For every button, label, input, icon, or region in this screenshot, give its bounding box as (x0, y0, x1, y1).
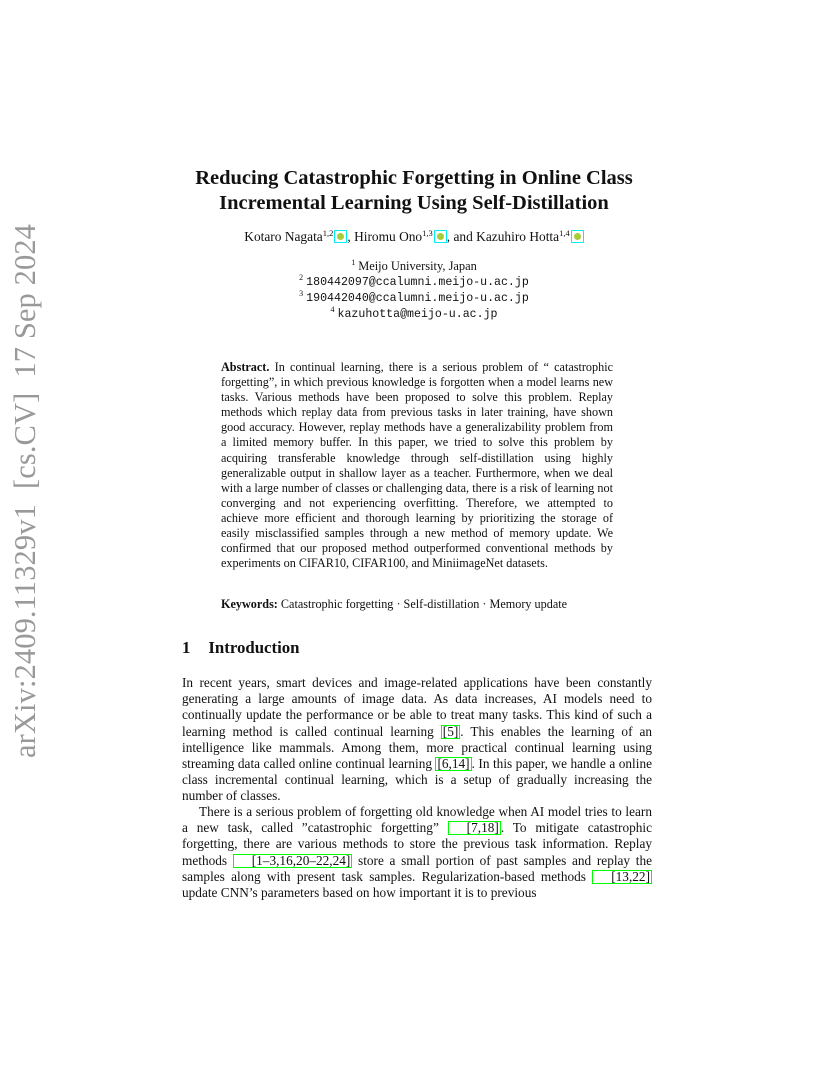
arxiv-date: 17 Sep 2024 (8, 224, 42, 378)
section-title: Introduction (208, 638, 300, 657)
affiliation (100, 306, 728, 322)
paragraph-text: . This enables the learning of an intelligence like mammals. Among them, more practical continual learning using streaming data called online continual learning (182, 723, 652, 772)
abstract (221, 360, 613, 571)
affiliation (100, 259, 728, 274)
paragraph-text: update CNN’s parameters based on how important it is to previous (182, 885, 537, 901)
author-name: Hiromu Ono (354, 229, 423, 244)
citation-link[interactable]: [7,18] (448, 821, 501, 835)
paper-title (140, 166, 688, 216)
author-separator: , (347, 229, 355, 244)
author (354, 229, 447, 244)
paragraph-text: store a small portion of past samples and replay the samples along with present task samples. Regularization-based methods (182, 852, 652, 884)
author-affil-mark: 1,2 (322, 228, 334, 238)
citation-link[interactable]: [13,22] (592, 870, 652, 884)
title-line-2: Incremental Learning Using Self-Distillation (219, 191, 609, 214)
affiliation-mark: 2 (299, 273, 304, 282)
keywords (221, 597, 621, 612)
arxiv-category: [cs.CV] (8, 392, 42, 490)
affiliation-email[interactable]: 180442097@ccalumni.meijo-u.ac.jp (306, 276, 529, 289)
title-line-1: Reducing Catastrophic Forgetting in Online Class (195, 166, 633, 189)
citation-link[interactable]: [5] (442, 723, 459, 739)
section-heading (182, 638, 299, 658)
affiliation-institution: Meijo University, Japan (358, 259, 477, 273)
orcid-icon[interactable] (334, 230, 347, 243)
orcid-icon[interactable] (571, 230, 584, 243)
author-name: Kazuhiro Hotta (476, 229, 560, 244)
paragraph-text: . In this paper, we handle a online class incremental continual learning, which is a setup of gradually increasing the number of classes. (182, 756, 652, 804)
keywords-label: Keywords: (221, 597, 278, 611)
citation-link[interactable]: [6,14] (437, 756, 470, 772)
paragraph-text: In recent years, smart devices and image-related applications have been constantly generating a large amounts of image data. As data increases, AI models need to continually update the performance or be able to treat many tasks. This kind of such a learning method is called continual learning (182, 675, 652, 739)
affiliation-email[interactable]: 190442040@ccalumni.meijo-u.ac.jp (306, 292, 529, 305)
author-list (100, 229, 728, 245)
citation-link[interactable]: [1–3,16,20–22,24] (233, 854, 353, 868)
affiliation-mark: 1 (351, 258, 356, 267)
author-separator: , and (446, 229, 477, 244)
author (476, 229, 584, 244)
arxiv-id[interactable]: arXiv:2409.11329v1 (8, 504, 42, 758)
author-affil-mark: 1,3 (422, 228, 433, 238)
author (244, 229, 347, 244)
affiliation-mark: 4 (330, 305, 335, 314)
intro-paragraph-1 (182, 675, 652, 805)
affiliation-mark: 3 (299, 289, 304, 298)
affiliation-email[interactable]: kazuhotta@meijo-u.ac.jp (337, 308, 498, 321)
affiliation (100, 274, 728, 290)
paragraph-text: . To mitigate catastrophic forgetting, there are various methods to store the previous task information. Replay methods (182, 820, 652, 868)
author-name: Kotaro Nagata (244, 229, 323, 244)
orcid-icon[interactable] (434, 230, 447, 243)
keywords-text: Catastrophic forgetting · Self-distillation · Memory update (280, 597, 568, 611)
abstract-label: Abstract. (221, 360, 270, 374)
intro-paragraph-2 (182, 804, 652, 901)
affiliation (100, 290, 728, 306)
affiliation-list (100, 259, 728, 322)
section-number: 1 (182, 638, 191, 657)
paragraph-text: There is a serious problem of forgetting old knowledge when AI model tries to learn a new task, called ”catastrophic forgetting” (182, 804, 652, 836)
abstract-text: In continual learning, there is a serious problem of “ catastrophic forgetting”, in which previous knowledge is forgotten when a model learns new tasks. Various methods have been proposed to solve this problem. Replay methods which replay data from previous tasks in later training, have shown good accuracy. However, replay methods have a generalizability problem from a limited memory buffer. In this paper, we tried to solve this problem by acquiring transferable knowledge through self-distillation using highly generalizable output in shallow layer as a teacher. Furthermore, when we deal with a large number of classes or challenging data, there is a risk of learning not converging and not experiencing overfitting. Therefore, we attempted to achieve more efficient and thorough learning by prioritizing the storage of easily misclassified samples through a new method of memory update. We confirmed that our proposed method outperformed conventional methods by experiments on CIFAR10, CIFAR100, and MiniimageNet datasets. (221, 360, 614, 571)
author-affil-mark: 1,4 (559, 228, 570, 238)
arxiv-side-identifier (8, 224, 43, 758)
